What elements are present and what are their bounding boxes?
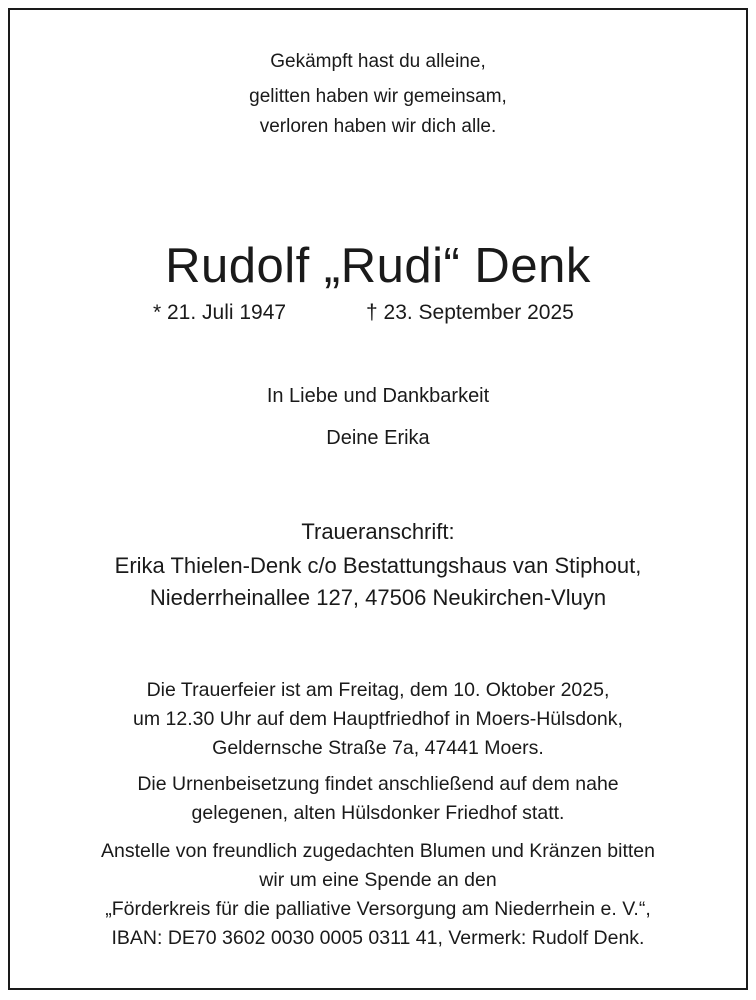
donation-line: „Förderkreis für die palliative Versorgung am Niederrhein e. V.“, xyxy=(105,898,651,920)
address-heading: Traueranschrift: xyxy=(301,519,455,544)
birth-date: * 21. Juli 1947 xyxy=(153,301,287,324)
life-dates xyxy=(0,302,756,326)
burial-line: Die Urnenbeisetzung findet anschließend auf dem nahe xyxy=(137,773,619,795)
ceremony-line: Geldernsche Straße 7a, 47441 Moers. xyxy=(212,737,544,759)
donation-line: wir um eine Spende an den xyxy=(259,869,497,891)
motto-line: Gekämpft hast du alleine, xyxy=(270,51,486,72)
burial-line: gelegenen, alten Hülsdonker Friedhof statt. xyxy=(191,802,565,824)
farewell-signature: Deine Erika xyxy=(326,427,430,449)
ceremony-line: um 12.30 Uhr auf dem Hauptfriedhof in Moers-Hülsdonk, xyxy=(133,708,623,730)
donation-line: Anstelle von freundlich zugedachten Blumen und Kränzen bitten xyxy=(101,840,655,862)
motto-line: verloren haben wir dich alle. xyxy=(259,116,497,137)
motto-line: gelitten haben wir gemeinsam, xyxy=(249,86,507,107)
ceremony-line: Die Trauerfeier ist am Freitag, dem 10. Oktober 2025, xyxy=(146,679,610,701)
donation-line: IBAN: DE70 3602 0030 0005 0311 41, Vermerk: Rudolf Denk. xyxy=(111,927,645,949)
address-line: Niederrheinallee 127, 47506 Neukirchen-Vluyn xyxy=(149,585,607,610)
deceased-name: Rudolf „Rudi“ Denk xyxy=(165,239,591,293)
address-line: Erika Thielen-Denk c/o Bestattungshaus van Stiphout, xyxy=(114,553,642,578)
death-date: † 23. September 2025 xyxy=(366,301,574,324)
farewell-line: In Liebe und Dankbarkeit xyxy=(266,385,490,407)
